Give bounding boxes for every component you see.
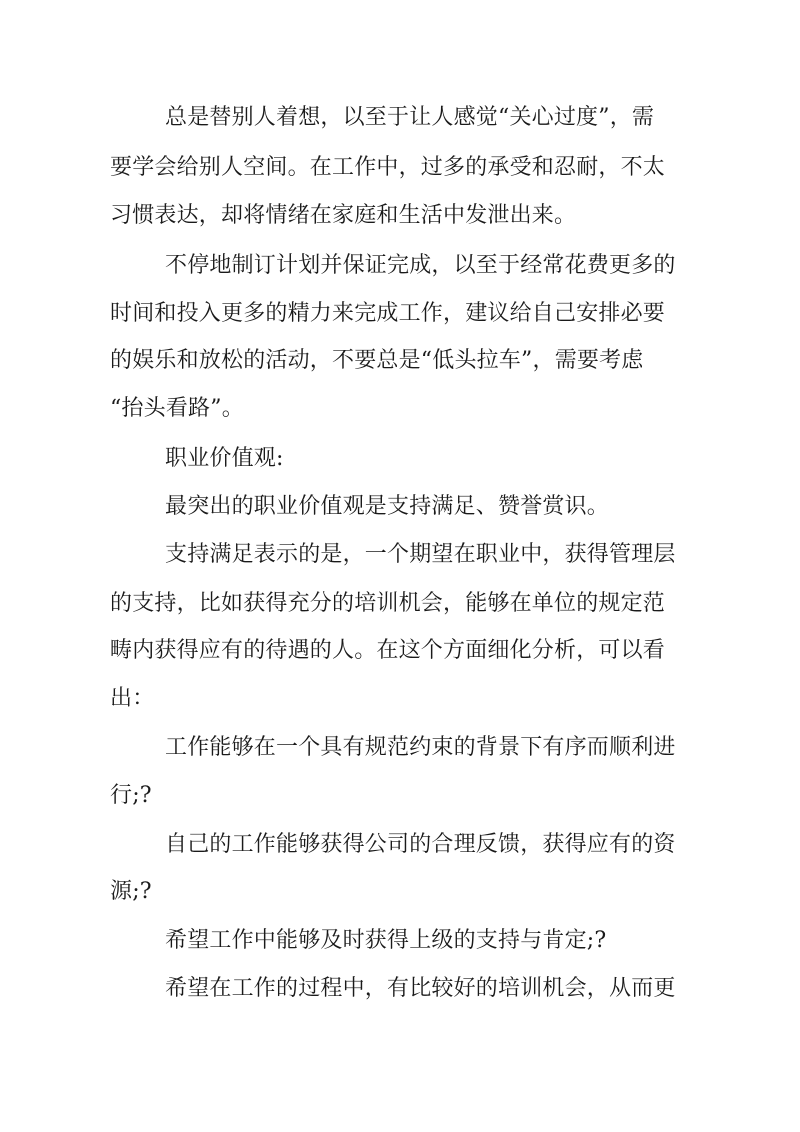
text-line: 行;? xyxy=(110,783,152,808)
text-line: 工作能够在一个具有规范约束的背景下有序而顺利进 xyxy=(165,735,676,760)
paragraph-2-line-2 xyxy=(110,299,665,329)
text-line: 希望在工作的过程中，有比较好的培训机会，从而更 xyxy=(165,976,676,1001)
text-line: 支持满足表示的是，一个期望在职业中，获得管理层 xyxy=(165,542,676,567)
text-line: 时间和投入更多的精力来完成工作，建议给自己安排必要 xyxy=(110,301,666,326)
paragraph-2-line-1 xyxy=(165,251,676,281)
paragraph-1-line-3 xyxy=(110,201,576,231)
text-line: 的娱乐和放松的活动，不要总是“低头拉车”，需要考虑 xyxy=(110,348,644,373)
text-line: 出： xyxy=(110,686,155,711)
paragraph-6-line-1 xyxy=(165,733,676,763)
text-line: 习惯表达，却将情绪在家庭和生活中发泄出来。 xyxy=(110,203,577,228)
text-line: 要学会给别人空间。在工作中，过多的承受和忍耐，不太 xyxy=(110,155,666,180)
paragraph-9-line-1 xyxy=(165,974,676,1004)
paragraph-8-line-1 xyxy=(165,926,606,956)
text-line: 畴内获得应有的待遇的人。在这个方面细化分析，可以看 xyxy=(110,638,666,663)
paragraph-7-line-1 xyxy=(165,830,676,860)
text-line: 不停地制订计划并保证完成，以至于经常花费更多的 xyxy=(165,253,676,278)
text-line: 总是替别人着想，以至于让人感觉“关心过度”，需 xyxy=(165,105,655,130)
text-line: 源;? xyxy=(110,879,152,904)
section-heading-career-values xyxy=(165,444,284,474)
paragraph-2-line-4 xyxy=(110,394,244,424)
paragraph-4-line-1 xyxy=(165,492,609,522)
paragraph-5-line-2 xyxy=(110,589,665,619)
paragraph-5-line-1 xyxy=(165,540,676,570)
paragraph-1-line-2 xyxy=(110,153,678,183)
paragraph-2-line-3 xyxy=(110,346,644,376)
text-line: 希望工作中能够及时获得上级的支持与肯定;? xyxy=(165,928,607,953)
paragraph-5-line-4 xyxy=(110,684,154,714)
paragraph-7-line-2 xyxy=(110,877,152,907)
paragraph-1-line-1 xyxy=(165,103,677,133)
text-line: 的支持，比如获得充分的培训机会，能够在单位的规定范 xyxy=(110,591,666,616)
text-line: “抬头看路”。 xyxy=(110,396,244,421)
text-line: 自己的工作能够获得公司的合理反馈，获得应有的资 xyxy=(165,832,676,857)
paragraph-5-line-3 xyxy=(110,636,665,666)
text-line: 职业价值观: xyxy=(165,446,284,471)
text-line: 最突出的职业价值观是支持满足、赞誉赏识。 xyxy=(165,494,610,519)
paragraph-6-line-2 xyxy=(110,781,152,811)
